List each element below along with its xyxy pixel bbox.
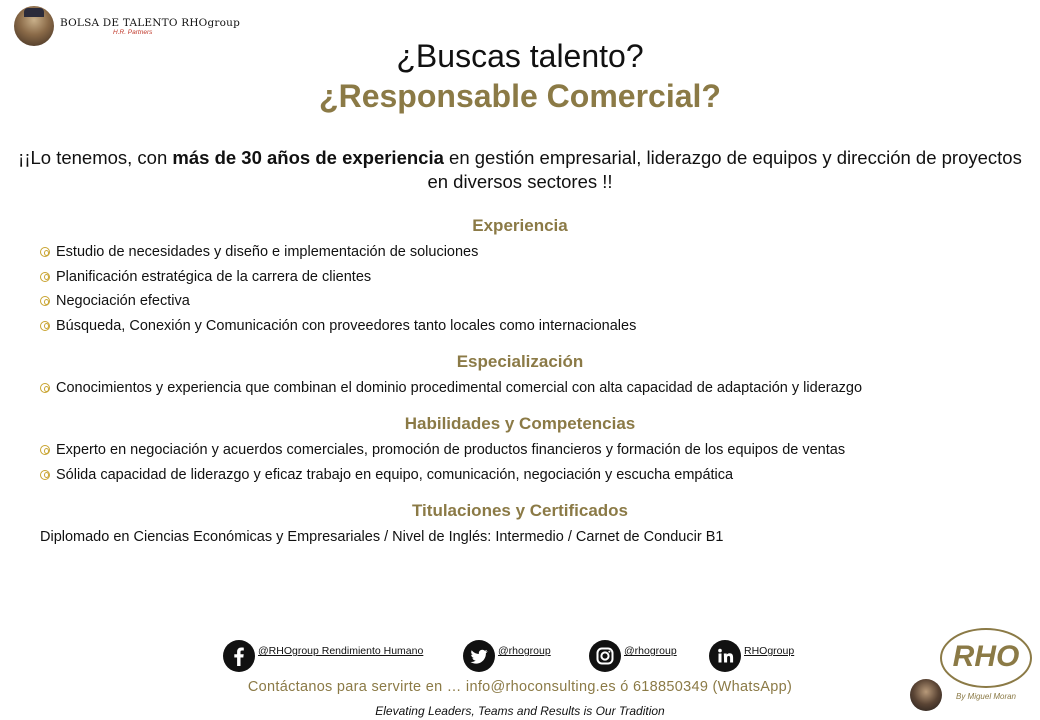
section-title-experiencia: Experiencia — [472, 216, 568, 235]
list-item — [40, 438, 845, 463]
linkedin-icon — [709, 640, 741, 672]
list-item-text: Búsqueda, Conexión y Comunicación con proveedores tanto locales como internacionales — [56, 317, 637, 334]
bullet-icon — [40, 296, 50, 306]
list-item-text: Conocimientos y experiencia que combinan el dominio procedimental comercial con alta capacidad de adaptación y liderazgo — [56, 380, 863, 397]
section-title-habilidades: Habilidades y Competencias — [404, 414, 636, 433]
section-title-titulaciones: Titulaciones y Certificados — [411, 501, 629, 520]
facebook-icon — [223, 640, 255, 672]
intro-highlight: más de 30 años de experiencia — [172, 147, 444, 168]
headline-question: ¿Buscas talento? — [396, 38, 644, 74]
author-avatar — [910, 679, 942, 711]
rho-logo-byline: By Miguel Moran — [955, 692, 1017, 701]
social-facebook[interactable] — [223, 640, 423, 672]
list-item — [40, 314, 636, 339]
intro-prefix: ¡¡Lo tenemos, con — [18, 147, 173, 168]
bullet-icon — [40, 272, 50, 282]
section-title-especializacion: Especialización — [456, 352, 584, 371]
social-twitter[interactable] — [463, 640, 551, 672]
social-link-label[interactable]: @rhogroup — [498, 645, 551, 657]
brand-name: BOLSA DE TALENTO RHOgroup — [60, 16, 241, 29]
brand-subtitle: H.R. Partners — [113, 28, 153, 36]
list-experiencia — [40, 240, 636, 338]
bullet-icon — [40, 383, 50, 393]
list-habilidades — [40, 438, 845, 487]
list-item — [40, 240, 636, 265]
social-linkedin[interactable] — [709, 640, 794, 672]
bullet-icon — [40, 445, 50, 455]
list-item-text: Planificación estratégica de la carrera de clientes — [56, 268, 372, 285]
social-links — [0, 640, 1040, 674]
intro-paragraph — [6, 146, 1034, 194]
list-item — [40, 289, 636, 314]
list-item-text: Negociación efectiva — [56, 293, 190, 310]
instagram-icon — [589, 640, 621, 672]
headline-role: ¿Responsable Comercial? — [319, 78, 721, 114]
social-link-label[interactable]: RHOgroup — [744, 645, 795, 657]
titulaciones-text: Diplomado en Ciencias Económicas y Empresariales / Nivel de Inglés: Intermedio / Carnet de Conducir B1 — [40, 529, 724, 545]
list-item-text: Experto en negociación y acuerdos comerciales, promoción de productos financieros y formación de los equipos de ventas — [56, 442, 846, 459]
contact-line: Contáctanos para servirte en … info@rhoconsulting.es ó 618850349 (WhatsApp) — [247, 679, 793, 695]
brand-block — [60, 17, 240, 36]
bullet-icon — [40, 321, 50, 331]
list-item — [40, 265, 636, 290]
social-link-label[interactable]: @rhogroup — [624, 645, 677, 657]
rho-logo-text: RHO — [952, 640, 1020, 673]
bullet-icon — [40, 470, 50, 480]
list-item-text: Estudio de necesidades y diseño e implementación de soluciones — [56, 244, 479, 261]
bullet-icon — [40, 247, 50, 257]
list-item — [40, 463, 845, 488]
intro-suffix: en gestión empresarial, liderazgo de equipos y dirección de proyectos en diversos sectores !! — [427, 147, 1022, 192]
rho-logo — [938, 628, 1034, 706]
social-instagram[interactable] — [589, 640, 677, 672]
list-item-text: Sólida capacidad de liderazgo y eficaz trabajo en equipo, comunicación, negociación y escucha empática — [56, 466, 734, 483]
twitter-icon — [463, 640, 495, 672]
list-especializacion — [40, 376, 862, 401]
social-link-label[interactable]: @RHOgroup Rendimiento Humano — [258, 645, 424, 657]
list-item — [40, 376, 862, 401]
tagline: Elevating Leaders, Teams and Results is Our Tradition — [375, 704, 665, 718]
